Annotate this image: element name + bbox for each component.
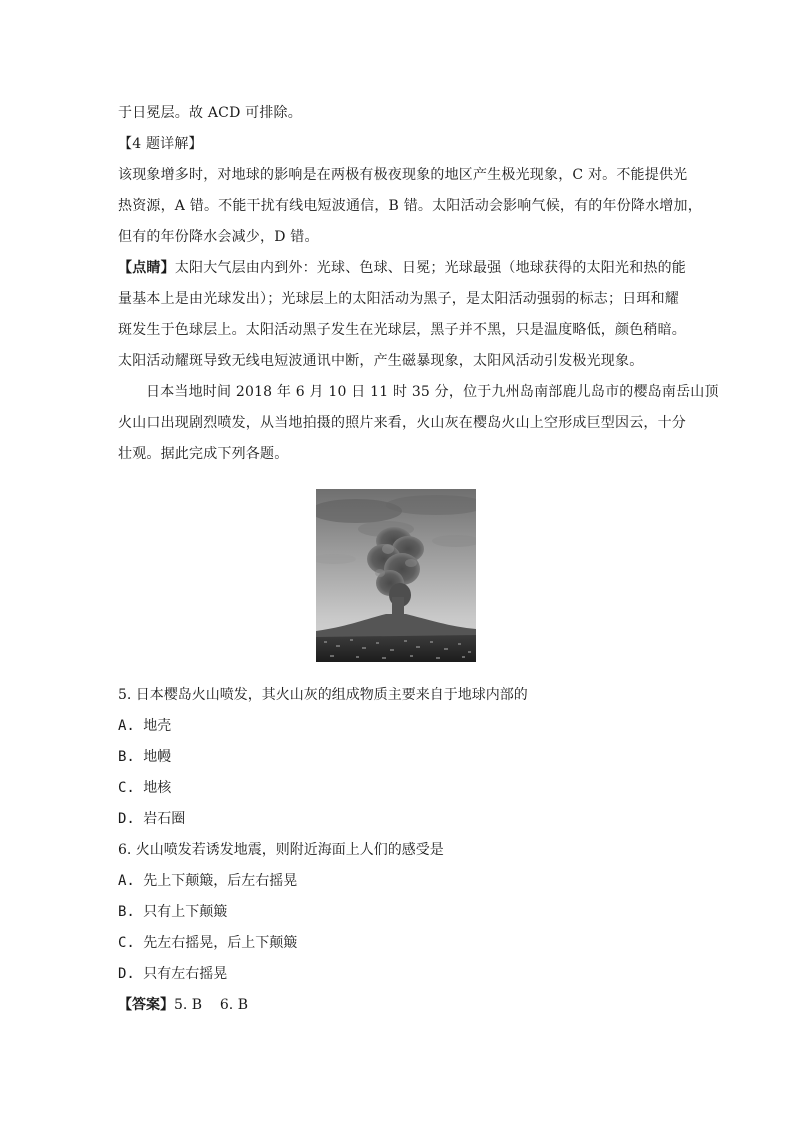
option-letter: D.	[118, 811, 135, 827]
option-text: 地壳	[143, 718, 172, 734]
option-c	[118, 928, 678, 959]
option-text: 岩石圈	[143, 811, 186, 827]
passage-line: 日本当地时间 2018 年 6 月 10 日 11 时 35 分，位于九州岛南部鹿儿岛市的樱岛南岳山顶	[146, 384, 719, 400]
option-b	[118, 897, 678, 928]
q4-explanation-line: 该现象增多时，对地球的影响是在两极有极夜现象的地区产生极光现象，C 对。不能提供光	[118, 167, 688, 183]
question-stem: 5. 日本樱岛火山喷发，其火山灰的组成物质主要来自于地球内部的	[118, 687, 528, 703]
answer-line	[118, 990, 678, 1021]
q4-explanation-line: 但有的年份降水会减少，D 错。	[118, 229, 319, 245]
q4-explanation-line: 热资源，A 错。不能干扰有线电短波通信，B 错。太阳活动会影响气候，有的年份降水增加，	[118, 198, 702, 214]
option-letter: C.	[118, 935, 135, 951]
option-text: 地核	[143, 780, 172, 796]
option-text: 先左右摇晃，后上下颠簸	[143, 935, 298, 951]
option-text: 先上下颠簸，后左右摇晃	[143, 873, 298, 889]
option-c	[118, 773, 678, 804]
passage-line: 壮观。据此完成下列各题。	[118, 446, 289, 462]
tip-line: 量基本上是由光球发出）；光球层上的太阳活动为黑子，是太阳活动强弱的标志；日珥和耀	[118, 291, 679, 307]
option-letter: A.	[118, 718, 135, 734]
option-a	[118, 866, 678, 897]
explanation-section	[118, 98, 719, 470]
option-d	[118, 959, 678, 990]
option-letter: C.	[118, 780, 135, 796]
tip-line: 斑发生于色球层上。太阳活动黑子发生在光球层，黑子并不黑，只是温度略低，颜色稍暗。	[118, 322, 686, 338]
option-text: 只有左右摇晃	[143, 966, 228, 982]
option-letter: B.	[118, 749, 135, 765]
tip-label: 【点睛】	[118, 260, 175, 276]
q4-heading: 【4 题详解】	[118, 136, 203, 152]
option-d	[118, 804, 678, 835]
option-letter: A.	[118, 873, 135, 889]
option-text: 只有上下颠簸	[143, 904, 228, 920]
option-letter: D.	[118, 966, 135, 982]
question-stem: 6. 火山喷发若诱发地震，则附近海面上人们的感受是	[118, 842, 444, 858]
option-b	[118, 742, 678, 773]
tip-line	[118, 253, 687, 284]
explanation-line: 于日冕层。故 ACD 可排除。	[118, 105, 302, 121]
answer-value: 5. B 6. B	[174, 997, 248, 1013]
option-letter: B.	[118, 904, 135, 920]
tip-text: 太阳大气层由内到外：光球、色球、日冕；光球最强（地球获得的太阳光和热的能	[174, 260, 687, 276]
option-a	[118, 711, 678, 742]
passage-line: 火山口出现剧烈喷发，从当地拍摄的照片来看，火山灰在樱岛火山上空形成巨型因云，十分	[118, 415, 686, 431]
questions-section	[118, 680, 678, 1021]
answer-label: 【答案】	[118, 997, 174, 1013]
option-text: 地幔	[143, 749, 172, 765]
tip-line: 太阳活动耀斑导致无线电短波通讯中断，产生磁暴现象，太阳风活动引发极光现象。	[118, 353, 644, 369]
volcano-eruption-photo	[316, 489, 476, 662]
